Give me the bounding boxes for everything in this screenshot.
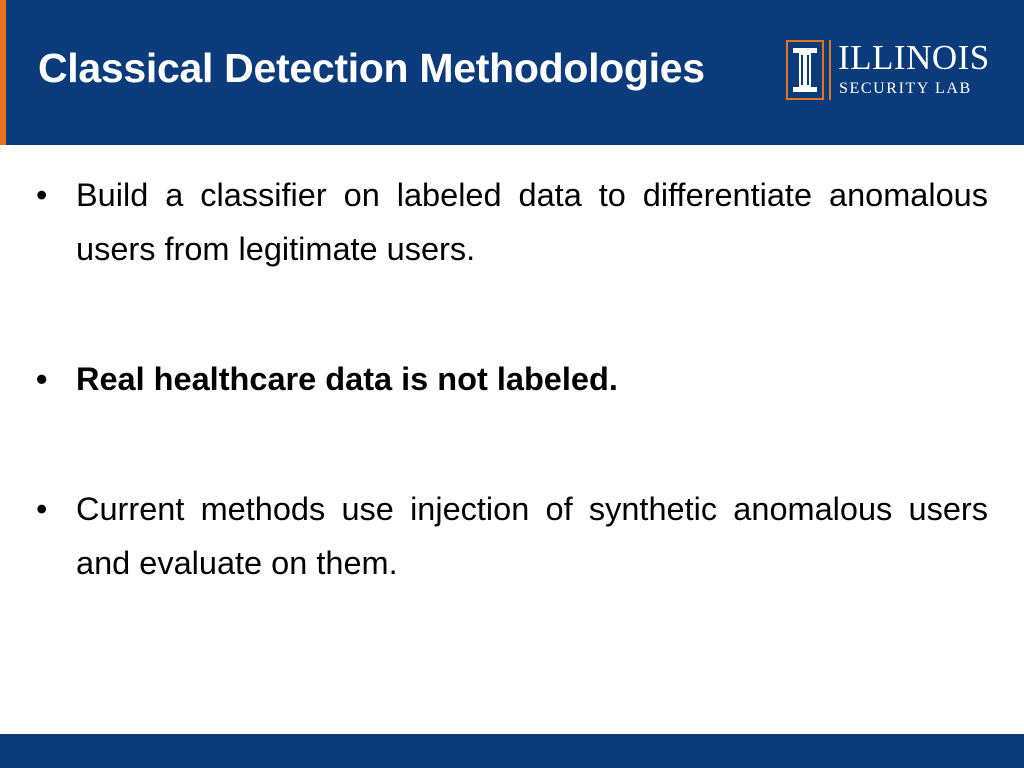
bullet-item: • Build a classifier on labeled data to differentiate anomalous users from legitimate users. [36,168,988,276]
slide-title: Classical Detection Methodologies [38,45,705,91]
logo-name: ILLINOIS [838,38,990,77]
bullet-item: • Real healthcare data is not labeled. [36,352,988,406]
footer-bar [0,734,1024,768]
bullet-item: • Current methods use injection of synthetic anomalous users and evaluate on them. [36,482,988,590]
header-bar [0,0,1024,145]
logo-divider [829,40,831,100]
illinois-column-icon [786,40,824,100]
accent-bar [0,0,6,145]
illinois-security-lab-logo [786,40,1002,102]
bullet-list [36,168,988,666]
logo-subtitle: SECURITY LAB [839,80,972,97]
